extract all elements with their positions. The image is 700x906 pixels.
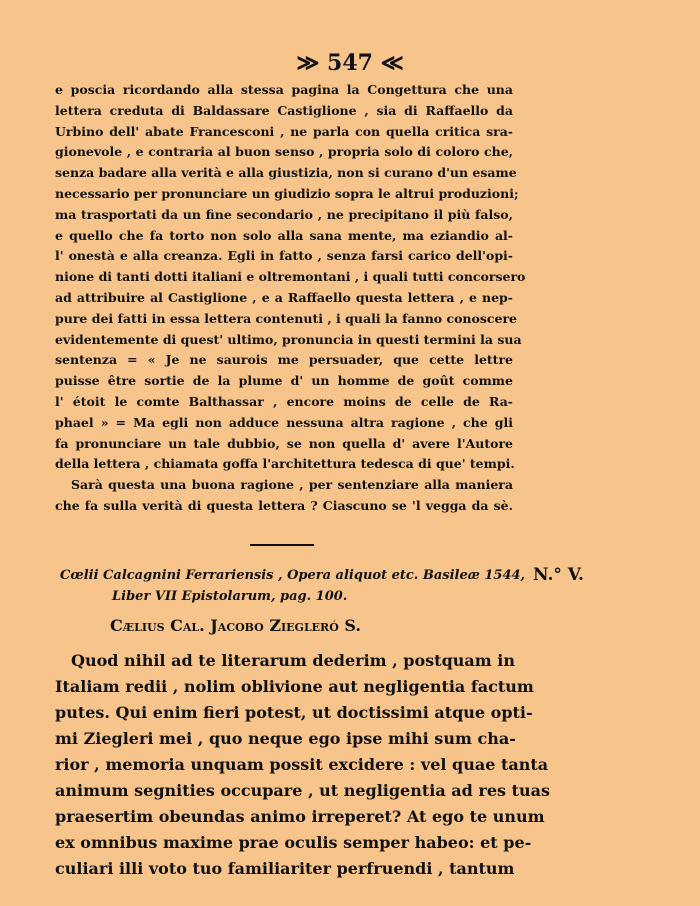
text-line: animum segnities occupare , ut negligentia ad res tuas [55, 781, 550, 800]
text-line: Sarà questa una buona ragione , per sentenziare alla maniera [71, 477, 513, 493]
text-line: Italiam redii , nolim oblivione aut negligentia factum [55, 677, 534, 696]
first-text-block [55, 80, 526, 517]
letter-heading: Cælius Cal. Jacobo Ziegleró S. [110, 616, 361, 635]
text-line: pure dei fatti in essa lettera contenuti , i quali la fanno conoscere [55, 310, 517, 326]
text-line: rior , memoria unquam possit excidere : vel quae tanta [55, 755, 549, 774]
text-line: putes. Qui enim fieri potest, ut doctissimi atque opti- [55, 703, 533, 722]
section-divider [250, 544, 314, 546]
text-line: ex omnibus maxime prae oculis semper habeo: et pe- [55, 833, 532, 852]
text-line: fa pronunciare un tale dubbio, se non quella d' avere l'Autore [55, 435, 513, 451]
citation-line: Cœlii Calcagnini Ferrariensis , Opera aliquot etc. Basileæ 1544, [60, 568, 526, 583]
text-line: della lettera , chiamata goffa l'architettura tedesca di que' tempi. [55, 456, 515, 472]
citation [60, 565, 526, 607]
text-line: che fa sulla verità di questa lettera ? Ciascuno se 'l vegga da sè. [55, 497, 513, 513]
text-line: lettera creduta di Baldassare Castiglione , sia di Raffaello da [55, 102, 513, 118]
document-number: N.° V. [533, 565, 584, 585]
text-line: culiari illi voto tuo familiariter perfruendi , tantum [55, 859, 515, 878]
text-line: ad attribuire al Castiglione , e a Raffaello questa lettera , e nep- [55, 289, 513, 305]
text-line: phael » = Ma egli non adduce nessuna altra ragione , che gli [55, 414, 513, 430]
text-line: mi Ziegleri mei , quo neque ego ipse mihi sum cha- [55, 729, 516, 748]
text-line: praesertim obeundas animo irreperet? At ego te unum [55, 807, 545, 826]
text-line: Quod nihil ad te literarum dederim , postquam in [71, 651, 515, 670]
text-line: ma trasportati da un fine secondario , ne precipitano il più falso, [55, 206, 513, 222]
text-line: senza badare alla verità e alla giustizia, non si curano d'un esame [55, 165, 517, 181]
text-line: e quello che fa torto non solo alla sana mente, ma eziandio al- [55, 227, 513, 243]
text-line: Urbino dell' abate Francesconi , ne parla con quella critica sra- [55, 123, 513, 139]
second-text-block [55, 648, 550, 882]
citation-line: Liber VII Epistolarum, pag. 100. [112, 589, 348, 604]
text-line: gionevole , e contraria al buon senso , propria solo di coloro che, [55, 144, 513, 160]
text-line: l' étoit le comte Balthassar , encore moins de celle de Ra- [55, 393, 513, 409]
text-line: sentenza = « Je ne saurois me persuader, que cette lettre [55, 352, 513, 368]
text-line: evidentemente di quest' ultimo, pronuncia in questi termini la sua [55, 331, 522, 347]
text-line: l' onestà e alla creanza. Egli in fatto , senza farsi carico dell'opi- [55, 248, 513, 264]
page-number: ≫ 547 ≪ [296, 50, 404, 76]
text-line: e poscia ricordando alla stessa pagina la Congettura che una [55, 82, 513, 97]
text-line: puisse être sortie de la plume d' un homme de goût comme [55, 373, 513, 389]
text-line: necessario per pronunciare un giudizio sopra le altrui produzioni; [55, 185, 519, 201]
text-line: nione di tanti dotti italiani e oltremontani , i quali tutti concorsero [55, 269, 526, 285]
